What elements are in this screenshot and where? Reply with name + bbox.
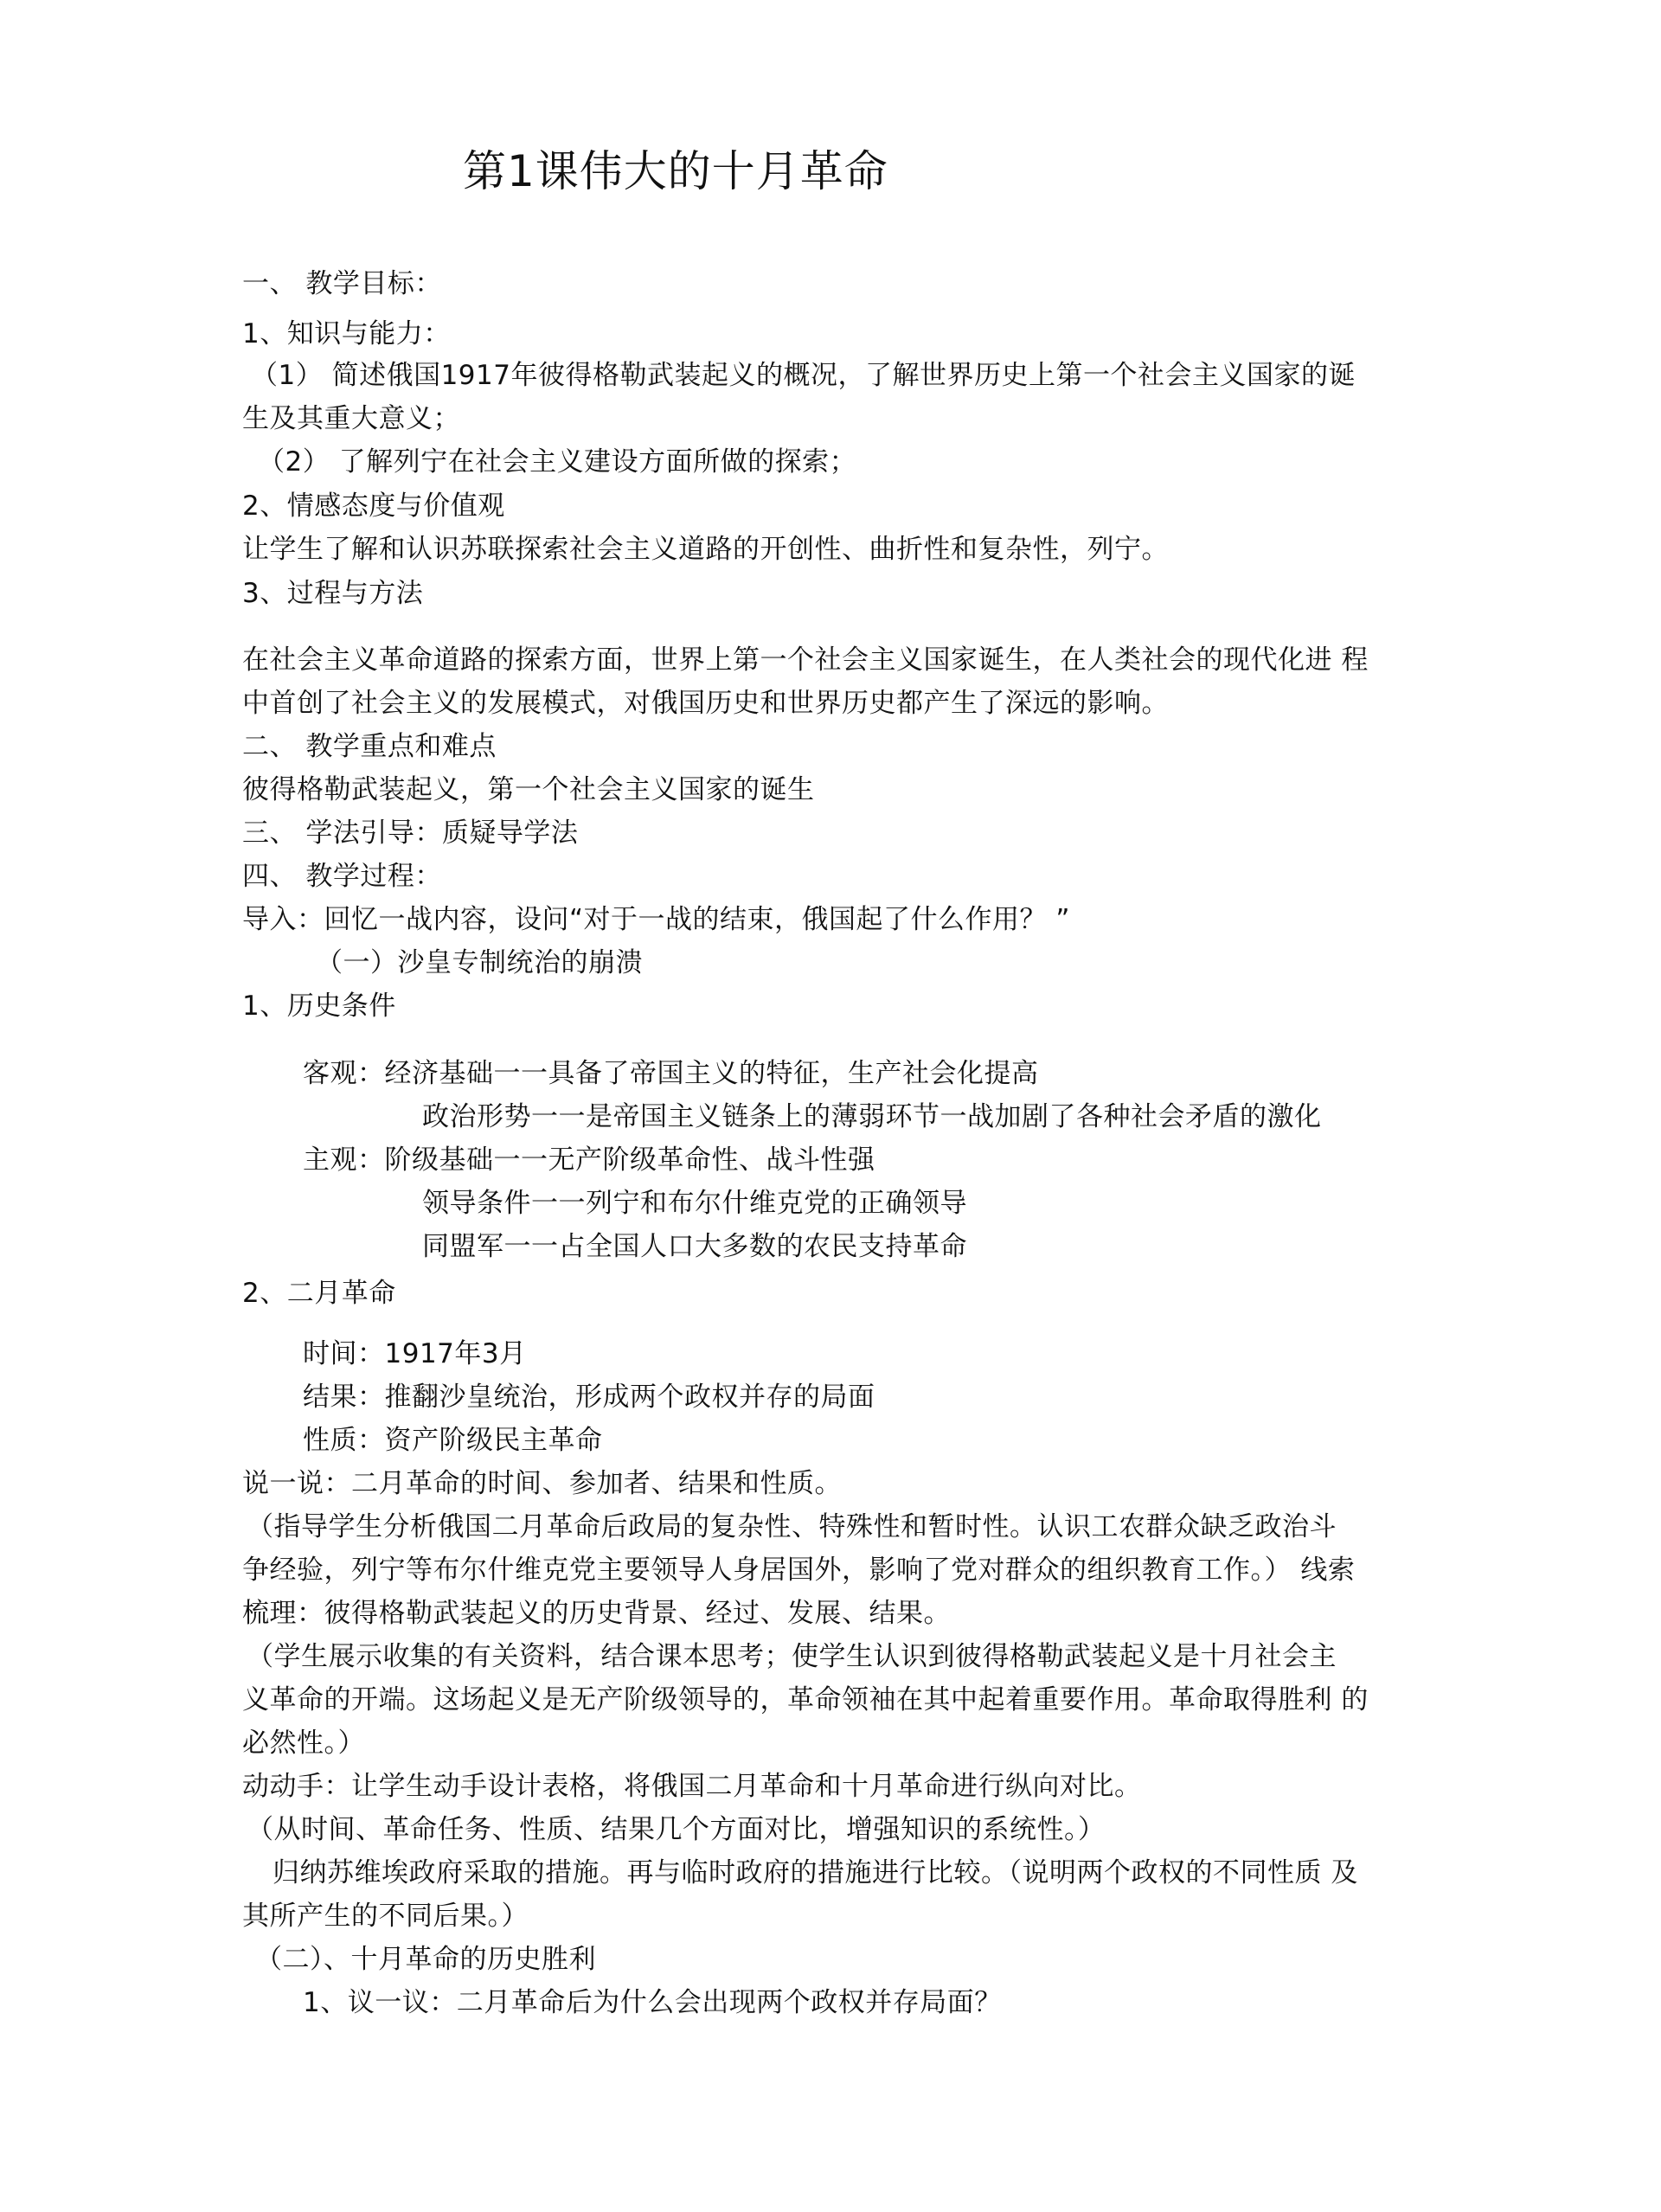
section-heading-key-points: 二、 教学重点和难点 — [242, 731, 497, 762]
paragraph-line: 导入：回忆一战内容，设问“对于一战的结束，俄国起了什么作用？ ” — [242, 904, 1070, 935]
subheading-process: 3、过程与方法 — [242, 578, 424, 609]
paragraph-line: 其所产生的不同后果。） — [242, 1901, 529, 1932]
paragraph-line: （2） 了解列宁在社会主义建设方面所做的探索； — [258, 446, 857, 478]
paragraph-line: 梳理：彼得格勒武装起义的历史背景、经过、发展、结果。 — [242, 1598, 951, 1629]
section-heading-process: 四、 教学过程： — [242, 861, 442, 892]
paragraph-line: 时间：1917年3月 — [303, 1338, 527, 1369]
paragraph-line: 义革命的开端。这场起义是无产阶级领导的，革命领袖在其中起着重要作用。革命取得胜利 的 — [242, 1684, 1369, 1715]
paragraph-line: 同盟军一一占全国人口大多数的农民支持革命 — [422, 1231, 967, 1262]
paragraph-line: 争经验，列宁等布尔什维克党主要领导人身居国外，影响了党对群众的组织教育工作。） 线索 — [242, 1555, 1356, 1586]
subheading-emotion: 2、情感态度与价值观 — [242, 490, 505, 522]
paragraph-line: 主观：阶级基础一一无产阶级革命性、战斗性强 — [303, 1144, 875, 1176]
section-heading-objectives: 一、 教学目标： — [242, 268, 442, 299]
subheading-tsar-collapse: （一）沙皇专制统治的崩溃 — [316, 947, 643, 978]
paragraph-line: 性质：资产阶级民主革命 — [303, 1425, 603, 1456]
subheading-historical-conditions: 1、历史条件 — [242, 991, 396, 1022]
paragraph-line: 结果：推翻沙皇统治，形成两个政权并存的局面 — [303, 1382, 875, 1413]
paragraph-line: （学生展示收集的有关资料，结合课本思考；使学生认识到彼得格勒武装起义是十月社会主 — [247, 1641, 1337, 1672]
document-title: 第1课伟大的十月革命 — [463, 146, 888, 196]
paragraph-line: 说一说：二月革命的时间、参加者、结果和性质。 — [242, 1468, 842, 1499]
paragraph-line: 中首创了社会主义的发展模式，对俄国历史和世界历史都产生了深远的影响。 — [242, 688, 1169, 719]
paragraph-line: 客观：经济基础一一具备了帝国主义的特征，生产社会化提高 — [303, 1058, 1039, 1089]
paragraph-line: 领导条件一一列宁和布尔什维克党的正确领导 — [422, 1188, 967, 1219]
paragraph-line: （指导学生分析俄国二月革命后政局的复杂性、特殊性和暂时性。认识工农群众缺乏政治斗 — [247, 1511, 1337, 1542]
section-heading-method: 三、 学法引导：质疑导学法 — [242, 817, 579, 849]
subheading-knowledge: 1、知识与能力： — [242, 318, 451, 349]
subheading-february-revolution: 2、二月革命 — [242, 1278, 396, 1309]
paragraph-line: 1、议一议：二月革命后为什么会出现两个政权并存局面？ — [303, 1987, 1002, 2018]
paragraph-line: 动动手：让学生动手设计表格，将俄国二月革命和十月革命进行纵向对比。 — [242, 1771, 1142, 1802]
paragraph-line: 在社会主义革命道路的探索方面，世界上第一个社会主义国家诞生，在人类社会的现代化进 程 — [242, 644, 1369, 676]
paragraph-line: 让学生了解和认识苏联探索社会主义道路的开创性、曲折性和复杂性，列宁。 — [242, 534, 1169, 565]
subheading-october-victory: （二）、十月革命的历史胜利 — [255, 1944, 596, 1975]
paragraph-line: 政治形势一一是帝国主义链条上的薄弱环节一战加剧了各种社会矛盾的激化 — [422, 1101, 1322, 1132]
paragraph-line: 归纳苏维埃政府采取的措施。再与临时政府的措施进行比较。（说明两个政权的不同性质 及 — [273, 1857, 1358, 1888]
paragraph-line: （1） 简述俄国1917年彼得格勒武装起义的概况，了解世界历史上第一个社会主义国家的诞 — [251, 360, 1356, 391]
paragraph-line: （从时间、革命任务、性质、结果几个方面对比，增强知识的系统性。） — [247, 1814, 1106, 1845]
paragraph-line: 彼得格勒武装起义，第一个社会主义国家的诞生 — [242, 774, 815, 805]
paragraph-line: 生及其重大意义； — [242, 403, 460, 434]
paragraph-line: 必然性。） — [242, 1728, 365, 1759]
